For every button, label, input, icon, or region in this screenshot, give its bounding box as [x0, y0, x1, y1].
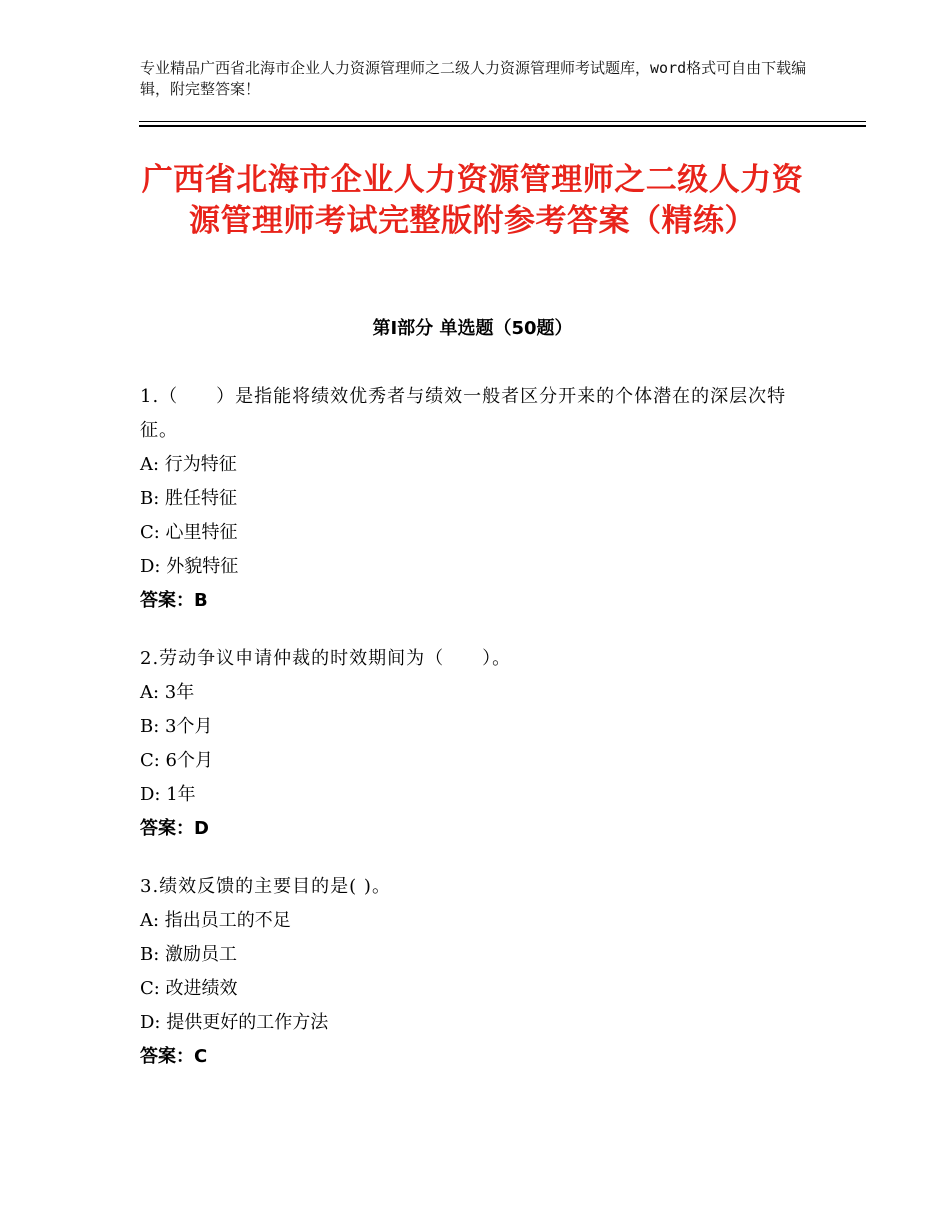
option-b: B: 胜任特征 [140, 488, 238, 509]
answer: 答案：C [140, 1046, 208, 1067]
option-d: D: 外貌特征 [140, 556, 239, 577]
option-d: D: 1年 [140, 784, 196, 805]
section-title: 第Ⅰ部分 单选题（50题） [372, 318, 573, 339]
answer: 答案：D [140, 818, 209, 839]
option-a: A: 指出员工的不足 [140, 910, 291, 931]
question-list [140, 380, 810, 1098]
option-a: A: 行为特征 [140, 454, 237, 475]
question-2 [140, 642, 810, 846]
question-3 [140, 870, 810, 1074]
option-b: B: 3个月 [140, 716, 213, 737]
option-d: D: 提供更好的工作方法 [140, 1012, 329, 1033]
option-b: B: 激励员工 [140, 944, 238, 965]
answer: 答案：B [140, 590, 208, 611]
question-text: 2.劳动争议申请仲裁的时效期间为（ ）。 [140, 648, 512, 669]
question-text: 3.绩效反馈的主要目的是( )。 [140, 876, 391, 897]
question-text: 1.（ ）是指能将绩效优秀者与绩效一般者区分开来的个体潜在的深层次特征。 [140, 386, 787, 441]
option-c: C: 心里特征 [140, 522, 238, 543]
header-divider-thin [139, 121, 866, 122]
option-c: C: 改进绩效 [140, 978, 238, 999]
option-c: C: 6个月 [140, 750, 214, 771]
option-a: A: 3年 [140, 682, 195, 703]
header-note: 专业精品广西省北海市企业人力资源管理师之二级人力资源管理师考试题库，word格式可自由下载编辑，附完整答案！ [140, 59, 807, 98]
question-1 [140, 380, 810, 618]
header-divider-thick [139, 125, 866, 127]
document-title: 广西省北海市企业人力资源管理师之二级人力资源管理师考试完整版附参考答案（精练） [141, 162, 804, 239]
